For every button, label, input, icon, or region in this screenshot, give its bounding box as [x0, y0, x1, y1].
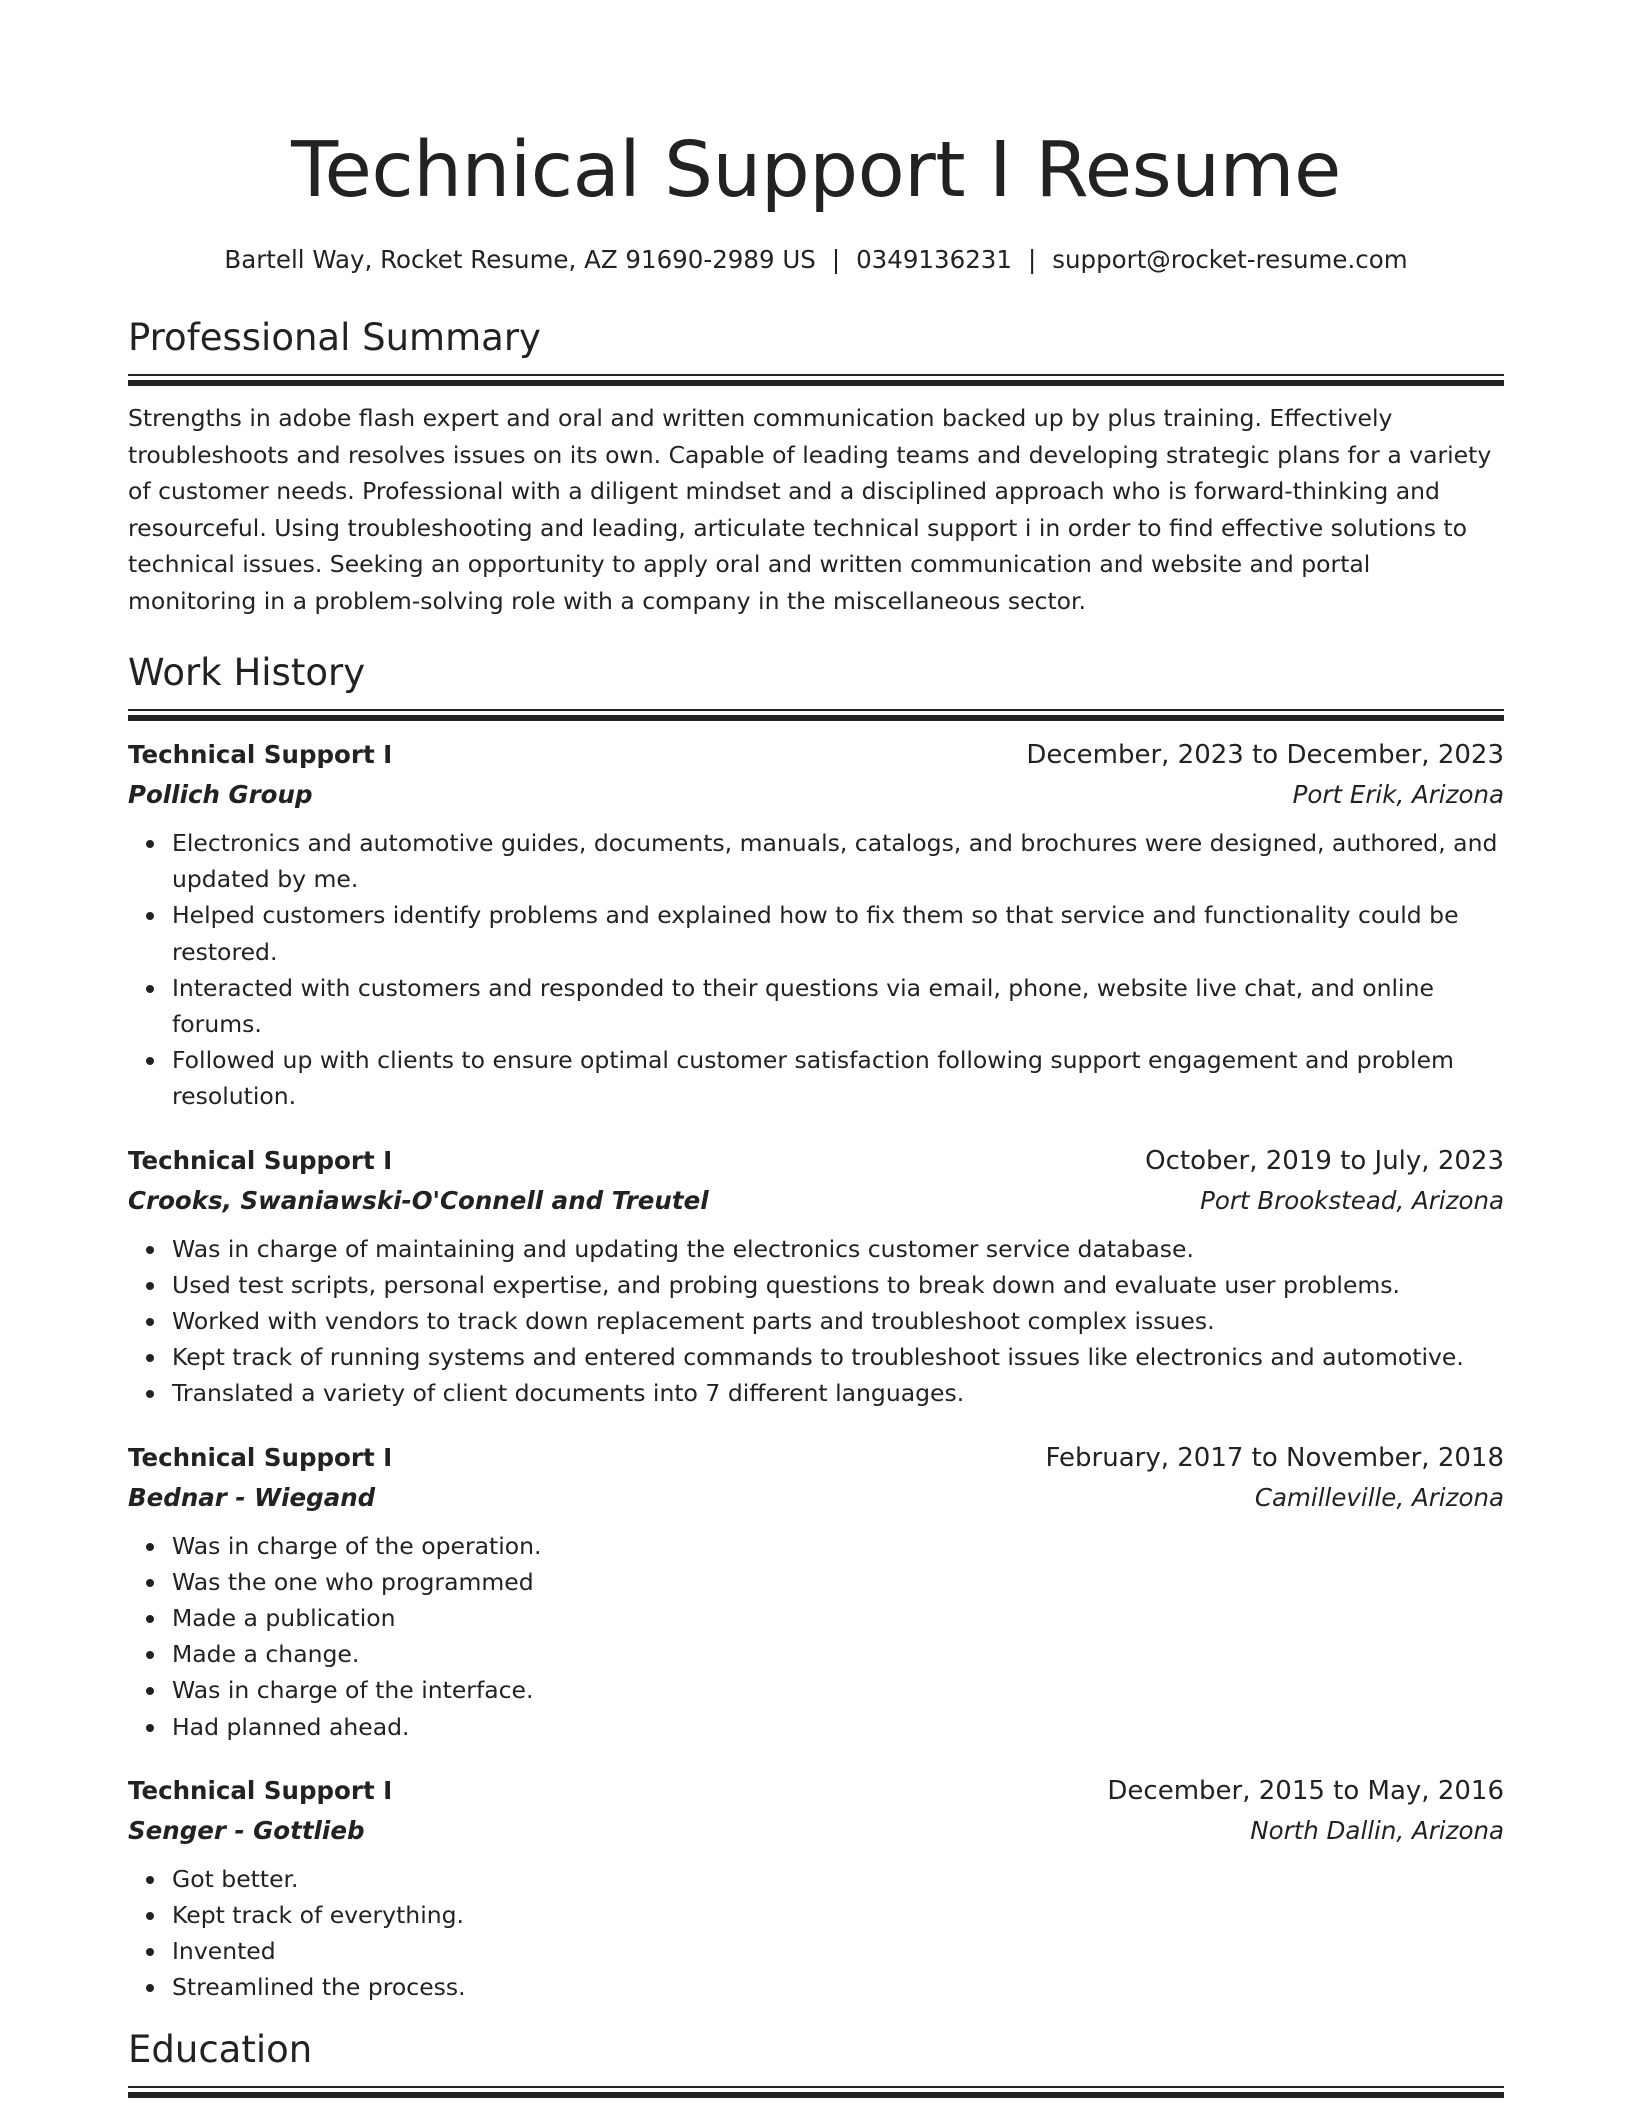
- job-subheader-row: [128, 775, 1504, 815]
- work-history-heading: Work History: [128, 651, 366, 694]
- job-entry: [128, 1771, 1504, 2006]
- job-title: Technical Support I: [128, 1145, 393, 1175]
- job-entry: [128, 1438, 1504, 1745]
- job-bullet: Worked with vendors to track down replacement parts and troubleshoot complex issues.: [172, 1303, 1504, 1339]
- contact-phone: 0349136231: [856, 245, 1012, 274]
- contact-line: [128, 244, 1504, 276]
- job-bullet: Kept track of running systems and entered commands to troubleshoot issues like electronics and automotive.: [172, 1339, 1504, 1375]
- contact-address: Bartell Way, Rocket Resume, AZ 91690-2989 US: [224, 245, 816, 274]
- education-heading: Education: [128, 2027, 313, 2071]
- job-bullet: Streamlined the process.: [172, 1969, 1504, 2005]
- job-dates: December, 2015 to May, 2016: [1107, 1775, 1504, 1806]
- job-bullet: Invented: [172, 1933, 1504, 1969]
- section-divider: [128, 2086, 1504, 2098]
- job-location: North Dallin, Arizona: [1250, 1815, 1504, 1845]
- education-section: [128, 2026, 1504, 2098]
- job-bullet: Was in charge of maintaining and updating the electronics customer service database.: [172, 1231, 1504, 1267]
- summary-heading: Professional Summary: [128, 316, 541, 359]
- job-bullet-list: [128, 1528, 1504, 1745]
- job-bullet: Electronics and automotive guides, documents, manuals, catalogs, and brochures were designed, authored, and updated by me.: [172, 825, 1504, 897]
- job-bullet: Followed up with clients to ensure optimal customer satisfaction following support engagement and problem resolution.: [172, 1042, 1504, 1114]
- work-history-section: [128, 649, 1504, 2006]
- resume-title: Technical Support I Resume: [291, 126, 1341, 215]
- job-title: Technical Support I: [128, 1775, 393, 1805]
- job-dates: October, 2019 to July, 2023: [1145, 1145, 1504, 1176]
- job-bullet: Made a publication: [172, 1600, 1504, 1636]
- job-location: Port Brookstead, Arizona: [1200, 1185, 1504, 1215]
- job-bullet: Was the one who programmed: [172, 1564, 1504, 1600]
- job-bullet: Translated a variety of client documents into 7 different languages.: [172, 1375, 1504, 1411]
- job-location: Camilleville, Arizona: [1254, 1482, 1504, 1512]
- summary-text: Strengths in adobe flash expert and oral and written communication backed up by plus training. Effectively troubleshoots and resolves issues on its own. Capable of leading teams and developing strategic plans for a variety of customer needs. Professional with a diligent mindset and a disciplined approach who is forward-thinking and resourceful. Using troubleshooting and leading, articulate technical support i in order to find effective solutions to technical issues. Seeking an opportunity to apply oral and written communication and website and portal monitoring in a problem-solving role with a company in the miscellaneous sector.: [128, 404, 1492, 615]
- job-location: Port Erik, Arizona: [1292, 780, 1504, 809]
- job-bullet: Used test scripts, personal expertise, and probing questions to break down and evaluate user problems.: [172, 1267, 1504, 1303]
- job-header-row: [128, 1141, 1504, 1181]
- section-divider: [128, 709, 1504, 721]
- job-bullet-list: [128, 825, 1504, 1115]
- contact-separator: |: [1027, 245, 1037, 274]
- job-subheader-row: [128, 1811, 1504, 1851]
- job-bullet: Made a change.: [172, 1636, 1504, 1672]
- job-bullet: Got better.: [172, 1861, 1504, 1897]
- job-entry: [128, 735, 1504, 1115]
- job-title: Technical Support I: [128, 740, 393, 769]
- job-header-row: [128, 1771, 1504, 1811]
- job-bullet-list: [128, 1861, 1504, 2006]
- job-bullet: Had planned ahead.: [172, 1709, 1504, 1745]
- job-company: Senger - Gottlieb: [128, 1815, 365, 1845]
- job-header-row: [128, 1438, 1504, 1478]
- job-bullet: Was in charge of the operation.: [172, 1528, 1504, 1564]
- job-subheader-row: [128, 1478, 1504, 1518]
- job-company: Crooks, Swaniawski-O'Connell and Treutel: [128, 1185, 709, 1215]
- contact-email: support@rocket-resume.com: [1052, 245, 1408, 274]
- job-subheader-row: [128, 1181, 1504, 1221]
- summary-section: [128, 314, 1504, 619]
- job-company: Bednar - Wiegand: [128, 1482, 376, 1512]
- contact-separator: |: [831, 245, 841, 274]
- job-entry: [128, 1141, 1504, 1412]
- job-dates: February, 2017 to November, 2018: [1045, 1442, 1504, 1473]
- job-title: Technical Support I: [128, 1442, 393, 1472]
- job-bullet: Kept track of everything.: [172, 1897, 1504, 1933]
- job-bullet: Was in charge of the interface.: [172, 1672, 1504, 1708]
- job-header-row: [128, 735, 1504, 775]
- section-divider: [128, 374, 1504, 386]
- job-bullet: Interacted with customers and responded to their questions via email, phone, website live chat, and online forums.: [172, 970, 1504, 1042]
- job-company: Pollich Group: [128, 780, 313, 809]
- job-bullet-list: [128, 1231, 1504, 1412]
- job-dates: December, 2023 to December, 2023: [1026, 740, 1504, 770]
- job-bullet: Helped customers identify problems and explained how to fix them so that service and functionality could be restored.: [172, 897, 1504, 969]
